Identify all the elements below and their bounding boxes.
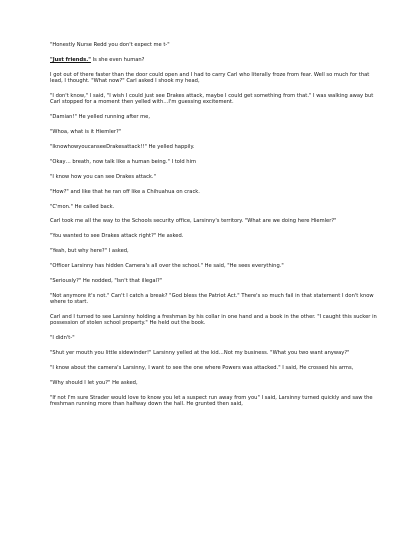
paragraph: Carl took me all the way to the Schools security office, Larsinny's territory. "What are we doing here Hiemler?" bbox=[50, 218, 337, 225]
paragraph: "Honestly Nurse Redd you don't expect me t-" bbox=[50, 42, 170, 48]
paragraph bbox=[50, 57, 382, 63]
paragraph: "Why should I let you?" He asked, bbox=[50, 379, 138, 386]
paragraph: "Whoa, what is it Hiemler?" bbox=[50, 129, 122, 136]
paragraph: "Yeah, but why here?" I asked, bbox=[50, 248, 129, 255]
paragraph: "IknowhowyoucanseeDrakesattack!!" He yelled happily. bbox=[50, 143, 195, 150]
paragraph: "I didn't-" bbox=[50, 335, 75, 342]
paragraph: "C'mon." He called back. bbox=[50, 203, 115, 210]
paragraph: "I know about the camera's Larsinny, I want to see the one where Powers was attacked." I said, He crossed his arms, bbox=[50, 365, 354, 371]
paragraph: "Okay… breath, now talk like a human being." I told him bbox=[50, 158, 197, 165]
paragraph: "If not I'm sure Strader would love to know you let a suspect run away from you" I said, Larsinny turned quickly and saw the freshman running more than halfway down the hall. He grunted then said, bbox=[50, 394, 373, 408]
paragraph: "Officer Larsinny has hidden Camera's all over the school." He said, "He sees everything." bbox=[50, 263, 284, 270]
paragraph: "Seriously?" He nodded, "Isn't that illegal?" bbox=[50, 277, 163, 284]
paragraph: Carl and I turned to see Larsinny holding a freshman by his collar in one hand and a book in the other. "I caught this sucker in possession of stolen school property." He held out the book. bbox=[50, 314, 377, 327]
paragraph: "I don't know," I said, "I wish I could just see Drakes attack, maybe I could get something from that." I was walking away but Carl stopped for a moment then yelled with…I'm guessing excitement. bbox=[50, 92, 374, 106]
paragraph: "Not anymore it's not." Can't I catch a break? "God bless the Patriot Act." There's so much fail in that statement I don't know where to start. bbox=[50, 292, 374, 306]
paragraph: "How?" and like that he ran off like a Chihuahua on crack. bbox=[50, 188, 200, 195]
paragraph: "Damian!" He yelled running after me, bbox=[50, 114, 150, 121]
paragraph: "I know how you can see Drakes attack." bbox=[50, 173, 156, 180]
paragraph: "You wanted to see Drakes attack right?" He asked. bbox=[50, 233, 184, 240]
paragraph: I got out of there faster than the door could open and I had to carry Carl who literally froze from fear. Well so much for that lead, I thought. "What now?" Carl asked I shook my head, bbox=[50, 71, 370, 85]
paragraph-text: Is she even human? bbox=[90, 56, 145, 63]
emphasized-quote: "Just friends." bbox=[50, 56, 91, 63]
paragraph: "Shut yer mouth you little sidewinder!" Larsinny yelled at the kid…Not my business. "What you two want anyway?" bbox=[50, 350, 350, 357]
